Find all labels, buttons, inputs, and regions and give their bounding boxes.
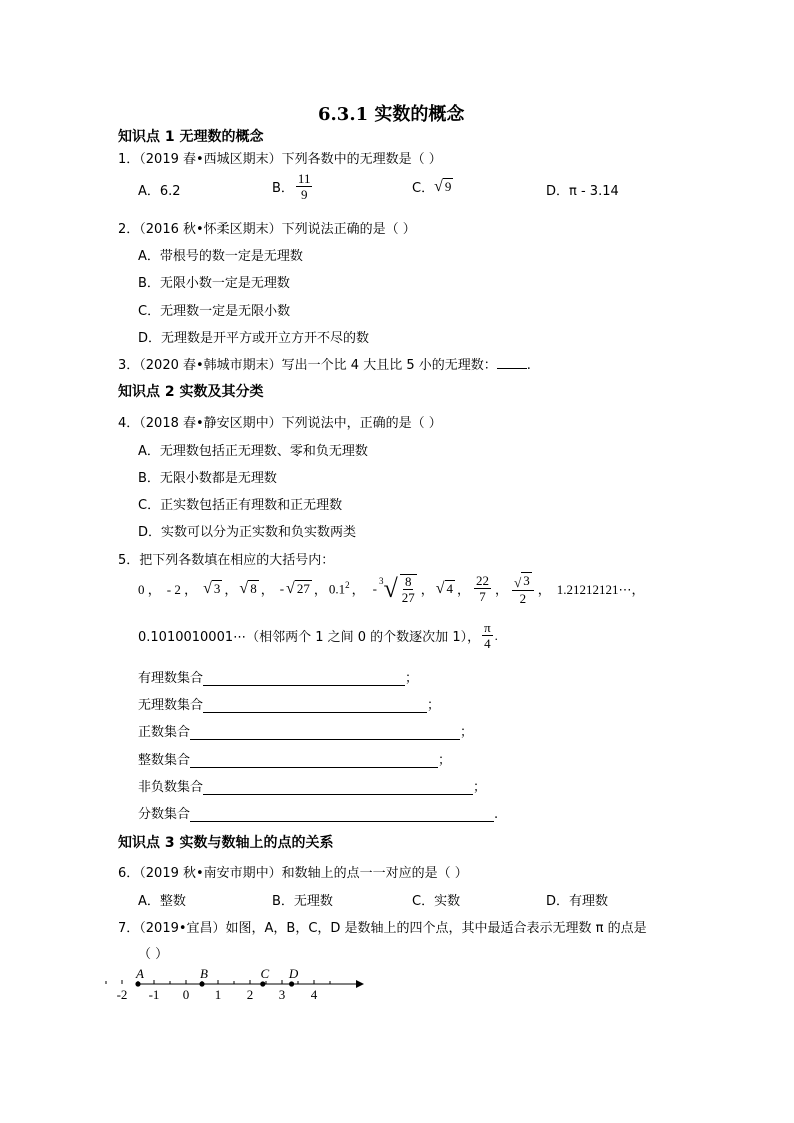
set-end: ； (438, 753, 452, 768)
denominator: 9 (300, 187, 308, 202)
number-line (116, 962, 380, 1007)
set-blank[interactable] (190, 767, 438, 768)
set-fraction (138, 803, 498, 822)
denominator: 2 (519, 591, 527, 607)
numerator: 8 (404, 573, 412, 589)
question-1-stem: 1．（2019 春•西城区期末）下列各数中的无理数是（ ） (118, 152, 442, 167)
num-0: 0 ， (138, 582, 161, 598)
set-label: 分数集合 (138, 807, 191, 822)
radicand: 27 (296, 581, 310, 596)
point-label-B: B (200, 966, 208, 981)
set-label: 无理数集合 (138, 698, 204, 713)
question-4-option-c: C．正实数包括正有理数和正无理数 (138, 498, 343, 513)
question-2-option-a: A．带根号的数一定是无理数 (138, 249, 303, 264)
comma: ， (351, 582, 365, 598)
exponent: 2 (345, 579, 350, 590)
set-blank[interactable] (203, 685, 405, 686)
base: 0.1 (328, 581, 346, 597)
option-c-label: C． (412, 181, 435, 196)
set-nonnegative (138, 776, 486, 795)
option-b-label: B． (272, 181, 294, 196)
comma: ， (224, 582, 238, 598)
question-5-stem: 5．把下列各数填在相应的大括号内： (118, 553, 335, 568)
question-6-option-a: A．整数 (138, 894, 186, 909)
sqrt-9: √ 9 (434, 178, 452, 196)
question-4-option-b: B．无限小数都是无理数 (138, 471, 277, 486)
power-0-1-squared (329, 580, 350, 597)
question-4-option-d: D．实数可以分为正实数和负实数两类 (138, 525, 357, 540)
point-A (135, 981, 140, 986)
arrow-right-icon (356, 980, 364, 988)
fraction-pi-4 (482, 621, 493, 650)
radicand: 9 (444, 178, 452, 194)
numerator: π (484, 620, 491, 635)
num-neg2: - 2 ， (166, 582, 198, 598)
question-6-option-d: D．有理数 (546, 894, 609, 909)
set-label: 正数集合 (138, 725, 191, 740)
minus-sign: - (279, 580, 285, 596)
set-end: ； (460, 725, 474, 740)
radicand: 4 (446, 581, 454, 596)
radicand: 3 (213, 581, 221, 596)
set-positive (138, 721, 473, 740)
denominator: 7 (479, 589, 486, 605)
point-B (199, 981, 204, 986)
set-end: ； (427, 698, 441, 713)
set-end: ； (405, 671, 419, 686)
point-label-D: D (288, 966, 299, 981)
comma: ， (420, 582, 434, 598)
set-blank[interactable] (190, 739, 460, 740)
fraction-22-7 (474, 574, 491, 603)
nonrepeating-decimal: 0.1010010001⋯（相邻两个 1 之间 0 的个数逐次加 1）， (138, 630, 481, 645)
set-blank[interactable] (190, 821, 494, 822)
comma: ， (313, 582, 327, 598)
fraction-sqrt3-2: √ 3 2 (512, 572, 534, 605)
point-D (289, 981, 294, 986)
comma: ， (537, 582, 551, 598)
set-irrational (138, 694, 440, 713)
sqrt-4: √ 4 (435, 580, 454, 598)
tick-label-1: 1 (214, 987, 222, 1002)
set-label: 有理数集合 (138, 671, 204, 686)
question-7-answer-paren: （ ） (138, 947, 169, 962)
comma: ， (495, 582, 509, 598)
tick-label-3: 3 (278, 987, 286, 1002)
root-index: 3 (378, 575, 384, 586)
question-3-text: 3．（2020 春•韩城市期末）写出一个比 4 大且比 5 小的无理数： (118, 358, 497, 373)
question-2-option-d: D．无理数是开平方或开立方开不尽的数 (138, 331, 370, 346)
question-7-stem: 7．（2019•宜昌）如图，A，B，C，D 是数轴上的四个点，其中最适合表示无理数 π 的点是 (118, 921, 647, 936)
set-blank[interactable] (203, 712, 427, 713)
question-6-stem: 6．（2019 秋•南安市期中）和数轴上的点一一对应的是（ ） (118, 866, 468, 881)
comma: ， (457, 582, 471, 598)
question-6-option-b: B．无理数 (272, 894, 333, 909)
set-end: ； (473, 780, 487, 795)
question-2-stem: 2．（2016 秋•怀柔区期末）下列说法正确的是（ ） (118, 222, 416, 237)
question-6-option-c: C．实数 (412, 894, 461, 909)
section-heading-1: 知识点 1 无理数的概念 (118, 129, 264, 145)
radicand: 8 (250, 581, 257, 596)
tick-label-0: 0 (182, 987, 190, 1002)
radicand: 3 (523, 573, 530, 588)
question-3-end: . (526, 358, 531, 373)
tick-label--1: -1 (148, 987, 160, 1002)
number-list-line-1 (138, 572, 644, 605)
answer-blank[interactable] (497, 368, 527, 369)
period: . (494, 627, 498, 643)
repeating-decimal: 1.21212121⋯， (556, 582, 645, 598)
section-heading-3: 知识点 3 实数与数轴上的点的关系 (118, 835, 334, 851)
point-label-C: C (260, 966, 270, 981)
numerator: 11 (297, 171, 311, 186)
tick-label--2: -2 (116, 987, 128, 1002)
set-end: . (494, 807, 499, 822)
denominator: 4 (484, 636, 491, 651)
set-blank[interactable] (203, 794, 473, 795)
set-integer (138, 749, 451, 768)
question-2-option-c: C．无理数一定是无限小数 (138, 304, 291, 319)
set-label: 非负数集合 (138, 780, 204, 795)
sqrt-27: √ 27 (286, 580, 310, 598)
page-title: 6.3.1 实数的概念 (318, 104, 465, 125)
fraction-11-9 (296, 172, 313, 201)
tick-label-4: 4 (310, 987, 318, 1002)
question-1-option-b (272, 172, 314, 201)
tick-label-2: 2 (246, 987, 254, 1002)
cube-root-8-27: 3 √ $\frac{8}{27}$ (378, 573, 415, 605)
denominator: 27 (401, 589, 415, 605)
question-4-stem: 4．（2018 春•静安区期中）下列说法中，正确的是（ ） (118, 416, 442, 431)
point-label-A: A (136, 966, 144, 981)
point-C (260, 981, 265, 986)
question-3-stem (118, 354, 531, 373)
set-label: 整数集合 (138, 753, 191, 768)
sqrt-3: √ 3 (203, 580, 221, 598)
comma: ， (260, 582, 274, 598)
question-1-option-a: A．6.2 (138, 184, 181, 199)
question-1-option-d: D．π - 3.14 (546, 184, 619, 199)
minus-sign: - (372, 580, 377, 596)
set-rational (138, 667, 418, 686)
number-list-line-2 (138, 621, 498, 650)
question-1-option-c (412, 177, 453, 196)
section-heading-2: 知识点 2 实数及其分类 (118, 384, 264, 400)
question-4-option-a: A．无理数包括正无理数、零和负无理数 (138, 444, 368, 459)
sqrt-8: √ 8 (239, 580, 257, 598)
question-2-option-b: B．无限小数一定是无理数 (138, 276, 290, 291)
numerator: 22 (476, 573, 490, 589)
